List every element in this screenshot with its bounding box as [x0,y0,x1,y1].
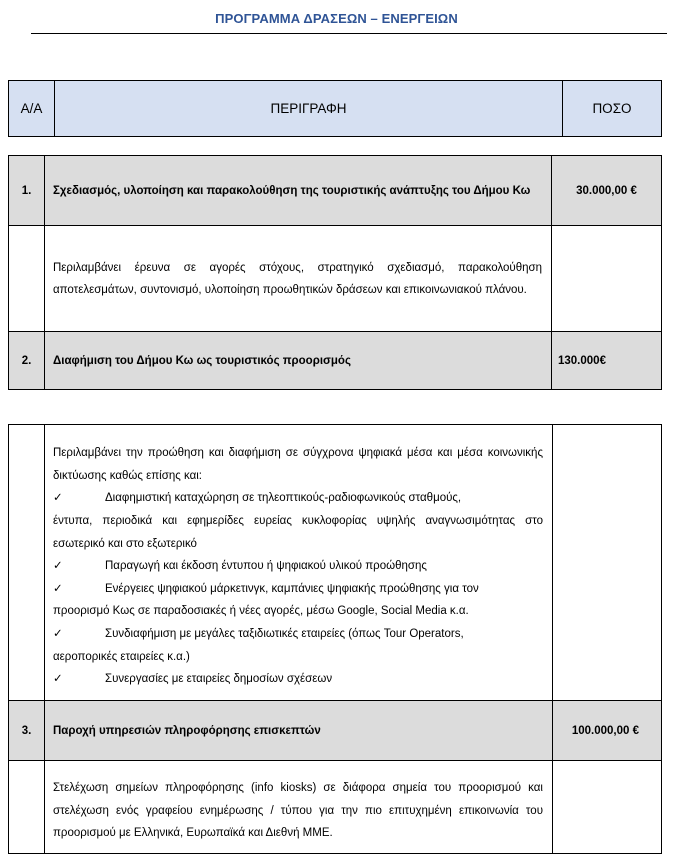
list-item-continuation: αεροπορικές εταιρείες κ.α.) [53,650,190,663]
title-underline [31,33,667,34]
item-number: 3. [9,701,45,761]
check-icon: ✓ [53,492,63,505]
item-title: Διαφήμιση του Δήμου Κω ως τουριστικός προορισμός [45,332,552,390]
items-table-2 [8,424,662,854]
header-amount: ΠΟΣΟ [563,81,662,137]
list-item [53,487,543,510]
item-number: 1. [9,156,45,226]
list-item-text: Συνδιαφήμιση με μεγάλες ταξιδιωτικές εταιρείες (όπως Tour Operators, [105,627,464,640]
document-title: ΠΡΟΓΡΑΜΜΑ ΔΡΑΣΕΩΝ – ΕΝΕΡΓΕΙΩΝ [215,11,458,26]
check-icon: ✓ [53,560,63,573]
item-row-2 [9,332,662,390]
empty-cell [553,425,662,701]
item-title: Παροχή υπηρεσιών πληροφόρησης επισκεπτών [45,701,553,761]
list-item [53,668,543,691]
item-description-row-3 [9,761,662,854]
list-item [53,623,543,646]
empty-cell [553,761,662,854]
description-intro: Περιλαμβάνει την προώθηση και διαφήμιση σε σύγχρονα ψηφιακά μέσα και μέσα κοινωνικής δικτύωσης καθώς επίσης και: [53,447,543,482]
header-aa: Α/Α [9,81,55,137]
item-amount: 130.000€ [552,332,662,390]
empty-cell [9,226,45,332]
list-item-text: Συνεργασίες με εταιρείες δημοσίων σχέσεων [105,673,333,686]
item-amount: 30.000,00 € [552,156,662,226]
item-description: Περιλαμβάνει έρευνα σε αγορές στόχους, στρατηγικό σχεδιασμό, παρακολούθηση αποτελεσμάτων, συντονισμό, υλοποίηση προωθητικών δράσεων και επικοινωνιακού πλάνου. [45,226,552,332]
list-item-text: Διαφημιστική καταχώρηση σε τηλεοπτικούς-ραδιοφωνικούς σταθμούς, [105,492,462,505]
item-number: 2. [9,332,45,390]
list-item [53,578,543,601]
list-item-continuation: έντυπα, περιοδικά και εφημερίδες ευρείας κυκλοφορίας υψηλής αναγνωσιμότητας στο εσωτερικό και στο εξωτερικό [53,515,543,550]
check-icon: ✓ [53,582,63,595]
list-item-text: Ενέργειες ψηφιακού μάρκετινγκ, καμπάνιες ψηφιακής προώθησης για τον [105,582,479,595]
item-description [45,425,553,701]
list-item-continuation: προορισμό Κως σε παραδοσιακές ή νέες αγορές, μέσω Google, Social Media κ.α. [53,605,469,618]
item-description-row-2 [9,425,662,701]
item-amount: 100.000,00 € [553,701,662,761]
check-icon: ✓ [53,627,63,640]
item-title: Σχεδιασμός, υλοποίηση και παρακολούθηση της τουριστικής ανάπτυξης του Δήμου Κω [45,156,552,226]
item-description: Στελέχωση σημείων πληροφόρησης (info kiosks) σε διάφορα σημεία του προορισμού και στελέχωση ενός γραφείου ενημέρωσης / τύπου για την πιο επιτυχημένη επικοινωνία του προορισμού με Ελληνικά, Ευρωπαϊκά και Διεθνή ΜΜΕ. [45,761,553,854]
item-description-row-1 [9,226,662,332]
item-row-3 [9,701,662,761]
empty-cell [9,425,45,701]
check-icon: ✓ [53,673,63,686]
list-item [53,555,543,578]
header-description: ΠΕΡΙΓΡΑΦΗ [55,81,563,137]
item-row-1 [9,156,662,226]
empty-cell [552,226,662,332]
list-item-text: Παραγωγή και έκδοση έντυπου ή ψηφιακού υλικού προώθησης [105,560,427,573]
empty-cell [9,761,45,854]
header-table [8,80,662,137]
items-table-1 [8,155,662,390]
